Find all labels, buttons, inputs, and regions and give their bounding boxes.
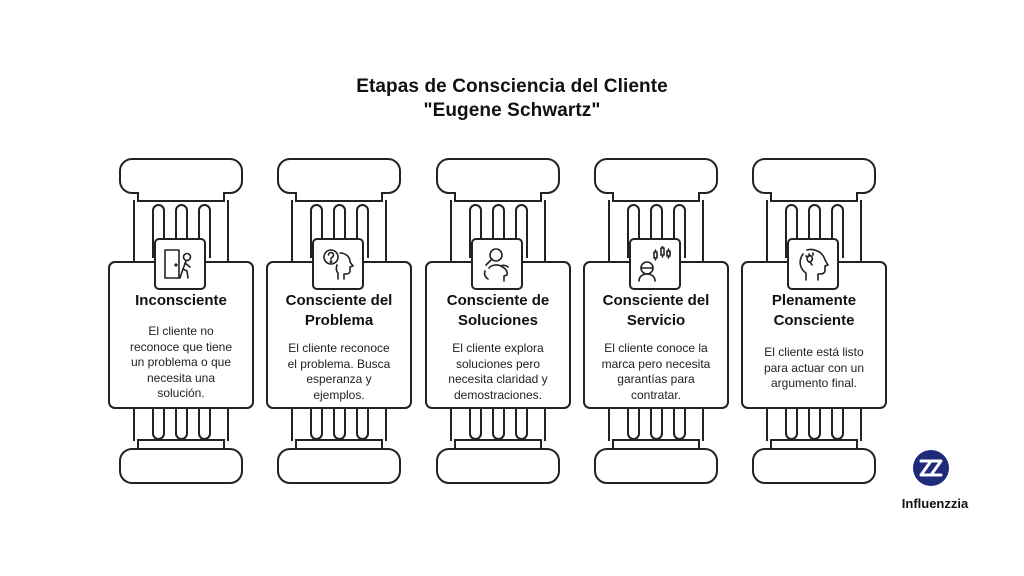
stage-pillar-3	[425, 158, 571, 484]
stage-description: El cliente reconoce el problema. Busca esperanza y ejemplos.	[287, 341, 391, 402]
pillar-capital	[119, 158, 243, 194]
person-at-door-icon	[154, 238, 206, 290]
influenzzia-logo-icon	[913, 450, 949, 486]
stage-pillar-4	[583, 158, 729, 484]
analyst-chart-icon	[629, 238, 681, 290]
stage-pillar-5	[741, 158, 887, 484]
stage-description: El cliente conoce la marca pero necesita garantías para contratar.	[601, 341, 711, 402]
brand-logo	[890, 450, 980, 520]
stage-title: Inconsciente	[135, 292, 227, 309]
stage-title: Consciente de Soluciones	[446, 292, 550, 329]
head-idea-icon	[787, 238, 839, 290]
title-line-2: "Eugene Schwartz"	[423, 100, 601, 121]
brand-name: Influenzzia	[901, 496, 969, 511]
stage-pillar-2	[266, 158, 412, 484]
pillar-base	[119, 448, 243, 484]
title-line-1: Etapas de Consciencia del Cliente	[356, 76, 668, 97]
pillar-base	[277, 448, 401, 484]
pillar-capital	[752, 158, 876, 194]
stage-description: El cliente explora soluciones pero necesita claridad y demostraciones.	[448, 341, 548, 402]
stage-title: Consciente del Servicio	[602, 292, 710, 329]
stage-title: Consciente del Problema	[285, 292, 393, 329]
stage-description: El cliente no reconoce que tiene un problema o que necesita una solución.	[129, 324, 233, 400]
stage-pillar-1	[108, 158, 254, 484]
pillar-base	[436, 448, 560, 484]
head-question-icon	[312, 238, 364, 290]
stage-title: Plenamente Consciente	[771, 292, 857, 329]
pillar-base	[752, 448, 876, 484]
pillar-base	[594, 448, 718, 484]
pillar-capital	[436, 158, 560, 194]
page-title	[0, 75, 1024, 123]
pillar-capital	[277, 158, 401, 194]
stage-description: El cliente está listo para actuar con un argumento final.	[763, 345, 865, 390]
head-search-icon	[471, 238, 523, 290]
pillar-capital	[594, 158, 718, 194]
